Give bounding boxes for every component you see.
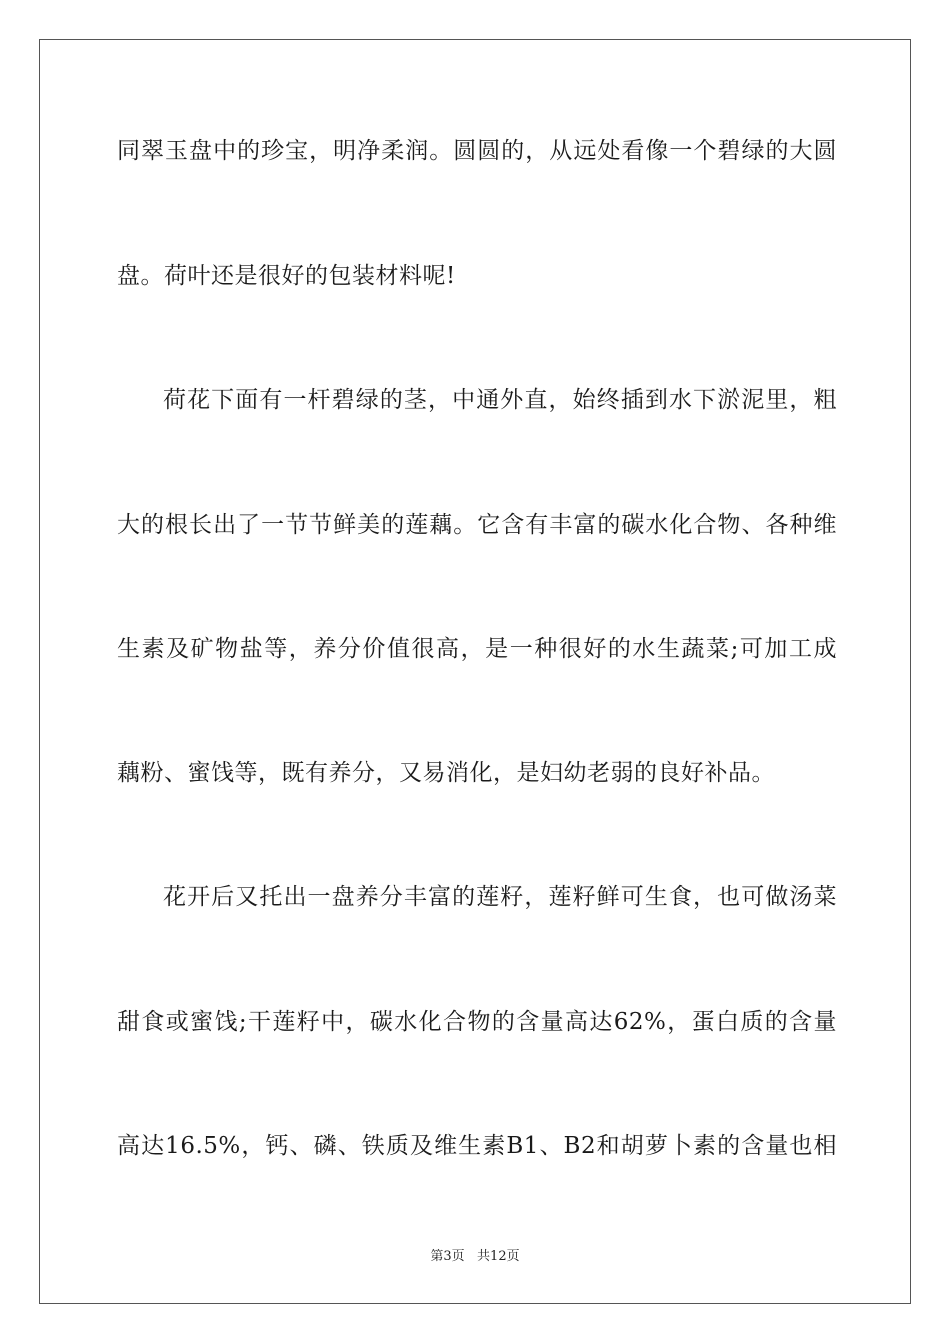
body-line-5: 生素及矿物盐等，养分价值很高，是一种很好的水生蔬菜;可加工成 xyxy=(117,636,837,662)
body-line-7-paragraph-start: 花开后又托出一盘养分丰富的莲籽，莲籽鲜可生食，也可做汤菜 xyxy=(163,884,837,910)
body-line-3-paragraph-start: 荷花下面有一杆碧绿的茎，中通外直，始终插到水下淤泥里，粗 xyxy=(163,387,837,413)
body-line-2: 盘。荷叶还是很好的包装材料呢! xyxy=(117,263,456,289)
body-line-8: 甜食或蜜饯;干莲籽中，碳水化合物的含量高达62%，蛋白质的含量 xyxy=(117,1009,837,1035)
body-line-6: 藕粉、蜜饯等，既有养分，又易消化，是妇幼老弱的良好补品。 xyxy=(117,760,775,786)
body-line-1: 同翠玉盘中的珍宝，明净柔润。圆圆的，从远处看像一个碧绿的大圆 xyxy=(117,138,837,164)
page-border xyxy=(39,39,911,1304)
page-number-footer: 第3页 共12页 xyxy=(430,1249,520,1264)
body-line-9: 高达16.5%，钙、磷、铁质及维生素B1、B2和胡萝卜素的含量也相 xyxy=(117,1133,837,1159)
body-line-4: 大的根长出了一节节鲜美的莲藕。它含有丰富的碳水化合物、各种维 xyxy=(117,512,837,538)
